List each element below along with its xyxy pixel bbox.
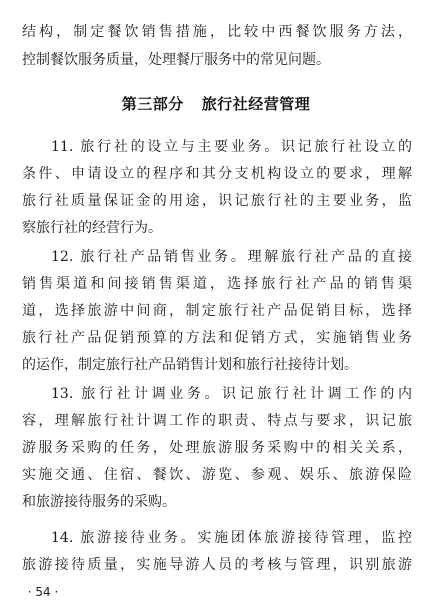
paragraph-14-line-2: 旅游接待质量，实施导游人员的考核与管理，识别旅游 xyxy=(22,557,412,573)
paragraph-11-line-2: 条件、申请设立的程序和其分支机构设立的要求，理解 xyxy=(22,166,412,182)
paragraph-14-line-1: 14. 旅游接待业务。实施团体旅游接待管理，监控 xyxy=(51,530,412,546)
paragraph-13-line-5: 和旅游接待服务的采购。 xyxy=(22,494,176,510)
paragraph-12-line-2: 销售渠道和间接销售渠道，选择旅行社产品的销售渠 xyxy=(22,276,412,292)
paragraph-13-line-4: 实施交通、住宿、餐饮、游览、参观、娱乐、旅游保险 xyxy=(22,467,412,483)
section-title xyxy=(0,91,432,117)
paragraph-12-line-1: 12. 旅行社产品销售业务。理解旅行社产品的直接 xyxy=(51,249,412,265)
paragraph-13-line-1: 13. 旅行社计调业务。识记旅行社计调工作的内 xyxy=(51,386,412,402)
intro-line-1: 结构，制定餐饮销售措施，比较中西餐饮服务方法， xyxy=(22,24,412,40)
paragraph-13-line-3: 游服务采购的任务，处理旅游服务采购中的相关关系， xyxy=(22,440,412,456)
paragraph-11-line-3: 旅行社质量保证金的用途，识记旅行社的主要业务，监 xyxy=(22,193,412,209)
paragraph-12-line-3: 道，选择旅游中间商，制定旅行社产品促销目标，选择 xyxy=(22,303,412,319)
paragraph-12-line-5: 的运作，制定旅行社产品销售计划和旅行社接待计划。 xyxy=(22,357,358,373)
paragraph-11-line-4: 察旅行社的经营行为。 xyxy=(22,220,162,236)
intro-line-2: 控制餐饮服务质量，处理餐厅服务中的常见问题。 xyxy=(22,52,330,68)
section-title-text: 旅行社经营管理 xyxy=(201,95,311,113)
paragraph-12-line-4: 旅行社产品促销预算的方法和促销方式，实施销售业务 xyxy=(22,330,412,346)
page-number: · 54 · xyxy=(27,585,59,599)
paragraph-13-line-2: 容，理解旅行社计调工作的职责、特点与要求，识记旅 xyxy=(22,413,412,429)
section-part-label: 第三部分 xyxy=(121,95,184,113)
paragraph-11-line-1: 11. 旅行社的设立与主要业务。识记旅行社设立的 xyxy=(51,139,412,155)
